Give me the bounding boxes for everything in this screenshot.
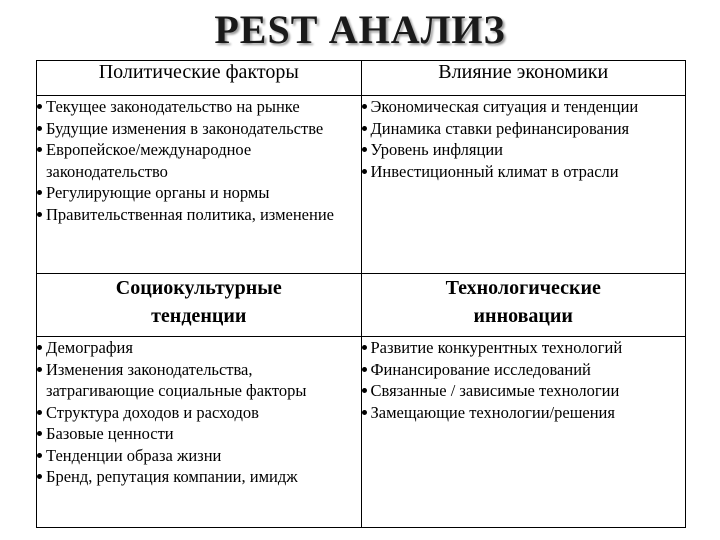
political-heading: Политические факторы [37,61,362,96]
technological-heading-line2: инновации [473,305,573,327]
social-heading-line1: Социокультурные [115,277,282,299]
economic-factors-list [362,96,686,182]
social-factors-list [37,337,361,488]
list-item: Правительственная политика, изменение [37,204,361,226]
list-item: Структура доходов и расходов [37,402,361,424]
technological-heading-line1: Технологические [445,277,601,299]
list-item: Изменения законодательства, затрагивающие социальные факторы [37,359,361,402]
list-item: Замещающие технологии/решения [362,402,686,424]
political-factors-cell [37,96,362,274]
list-item: Европейское/международное законодательство [37,139,361,182]
list-item: Тенденции образа жизни [37,445,361,467]
list-item: Развитие конкурентных технологий [362,337,686,359]
list-item: Демография [37,337,361,359]
list-item: Регулирующие органы и нормы [37,182,361,204]
list-item: Связанные / зависимые технологии [362,380,686,402]
technological-factors-cell [361,337,686,528]
social-heading-line2: тенденции [151,305,247,327]
list-item: Инвестиционный климат в отрасли [362,161,686,183]
technological-factors-list [362,337,686,423]
list-item: Уровень инфляции [362,139,686,161]
economic-heading: Влияние экономики [361,61,686,96]
economic-factors-cell [361,96,686,274]
list-item: Бренд, репутация компании, имидж [37,466,361,488]
political-factors-list [37,96,361,225]
social-factors-cell [37,337,362,528]
pest-table [36,60,686,528]
list-item: Динамика ставки рефинансирования [362,118,686,140]
list-item: Финансирование исследований [362,359,686,381]
technological-heading [361,274,686,337]
list-item: Текущее законодательство на рынке [37,96,361,118]
page-title: PEST АНАЛИЗ [214,7,506,52]
social-heading [37,274,362,337]
list-item: Будущие изменения в законодательстве [37,118,361,140]
list-item: Базовые ценности [37,423,361,445]
list-item: Экономическая ситуация и тенденции [362,96,686,118]
